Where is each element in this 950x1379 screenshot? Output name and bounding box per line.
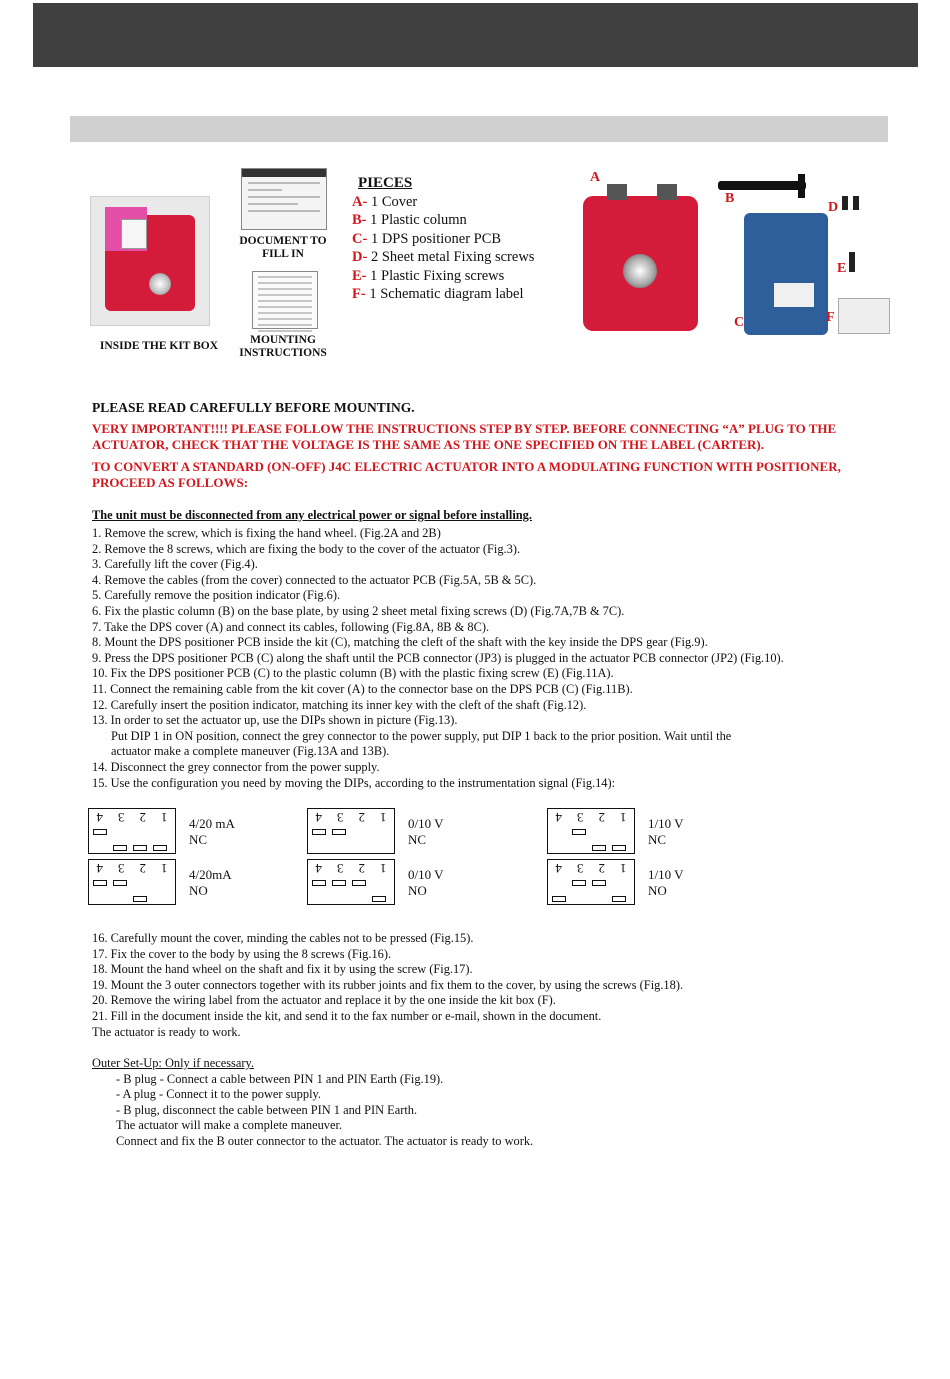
outer-setup-line: - B plug - Connect a cable between PIN 1 and PIN Earth (Fig.19). [116,1071,444,1086]
dip-contact: NC [408,832,427,847]
dip-switch [612,896,626,902]
piece-item: F- 1 Schematic diagram label [352,286,524,303]
instructions-caption-line2: INSTRUCTIONS [239,347,327,359]
outer-setup-line: - B plug, disconnect the cable between PIN 1 and PIN Earth. [116,1102,418,1117]
dip-number: 4 [96,810,103,825]
dip-switch [93,829,107,835]
dip-switch [332,829,346,835]
document-caption-line1: DOCUMENT TO [239,235,327,247]
dip-number: 4 [315,861,322,876]
part-f-label-image [838,298,890,334]
dip-switch-diagram [307,808,395,854]
part-label-f: F [826,310,835,325]
dip-switch [133,896,147,902]
dip-number: 2 [139,810,146,825]
dip-switch [572,880,586,886]
screw-d1-image [842,196,848,210]
dip-signal: 1/10 V [648,816,684,831]
step-item: 20. Remove the wiring label from the actuator and replace it by the one inside the kit box (F). [92,993,556,1008]
part-label-c: C [734,315,745,330]
part-b-column-image [718,181,806,190]
step-item: 11. Connect the remaining cable from the kit cover (A) to the connector base on the DPS PCB (C) (Fig.11B). [92,681,633,696]
section-bar [70,116,888,142]
dip-setting-label [189,816,235,848]
part-c-pcb-image [744,213,828,335]
pieces-list [352,193,534,303]
dip-signal: 4/20mA [189,867,232,882]
dip-contact: NO [408,883,427,898]
dip-contact: NC [189,832,208,847]
dip-switch [352,880,366,886]
kit-box-photo [90,196,210,326]
dip-switch [93,880,107,886]
screw-e-image [849,252,855,272]
steps-list-a [92,526,784,791]
step-item: 2. Remove the 8 screws, which are fixing the body to the cover of the actuator (Fig.3). [92,541,521,556]
step-item: Put DIP 1 in ON position, connect the grey connector to the power supply, put DIP 1 back to the prior position. Wait until the [111,728,732,743]
dip-number: 3 [118,810,125,825]
dip-signal: 0/10 V [408,816,444,831]
step-item: 13. In order to set the actuator up, use the DIPs shown in picture (Fig.13). [92,713,458,728]
header-bar [33,3,918,67]
part-a-cover-image [583,196,698,331]
piece-item: E- 1 Plastic Fixing screws [352,267,505,284]
dip-switch [312,829,326,835]
step-item: 21. Fill in the document inside the kit, and send it to the fax number or e-mail, shown in the document. [92,1008,602,1023]
part-label-a: A [590,170,601,185]
step-item: 4. Remove the cables (from the cover) connected to the actuator PCB (Fig.5A, 5B & 5C). [92,572,537,587]
white-card-image [121,219,147,249]
step-item: 1. Remove the screw, which is fixing the hand wheel. (Fig.2A and 2B) [92,526,441,540]
dip-switch [113,845,127,851]
dip-switch-diagram [88,808,176,854]
dip-switch [153,845,167,851]
step-item: 17. Fix the cover to the body by using the 8 screws (Fig.16). [92,946,392,961]
step-item: actuator make a complete maneuver (Fig.13A and 13B). [111,744,390,759]
dip-numbers [548,861,634,875]
document-caption-line2: FILL IN [262,248,304,260]
dip-number: 3 [118,861,125,876]
dip-number: 3 [337,810,344,825]
step-item: 10. Fix the DPS positioner PCB (C) to the plastic column (B) with the plastic fixing screw (E) (Fig.11A). [92,666,614,681]
step-item: 14. Disconnect the grey connector from the power supply. [92,759,380,774]
step-item: 19. Mount the 3 outer connectors together with its rubber joints and fix them to the cover, by using the screws (Fig.18). [92,977,684,992]
dip-number: 4 [555,861,562,876]
dip-numbers [308,861,394,875]
dip-signal: 4/20 mA [189,816,235,831]
part-label-e: E [837,261,847,276]
dip-number: 3 [577,810,584,825]
steps-list-b [92,931,683,1040]
dip-setting-label [648,816,684,848]
dip-number: 1 [380,810,387,825]
convert-notice: TO CONVERT A STANDARD (ON-OFF) J4C ELECTRIC ACTUATOR INTO A MODULATING FUNCTION WITH POSITIONER, PROCEED AS FOLLOWS: [92,459,841,490]
instructions-caption [228,334,338,360]
dip-number: 1 [161,861,168,876]
dip-number: 4 [315,810,322,825]
dip-switch [372,896,386,902]
dip-number: 2 [598,861,605,876]
step-item: 9. Press the DPS positioner PCB (C) along the shaft until the PCB connector (JP3) is plugged in the actuator PCB connector (JP2) (Fig.10). [92,650,784,665]
dip-number: 3 [337,861,344,876]
piece-item: B- 1 Plastic column [352,212,467,229]
instructions-caption-line1: MOUNTING [250,334,316,346]
indicator-knob-image [149,273,171,295]
dip-switch [552,896,566,902]
important-notice: VERY IMPORTANT!!!! PLEASE FOLLOW THE INSTRUCTIONS STEP BY STEP. BEFORE CONNECTING “A” PLUG TO THE ACTUATOR, CHECK THAT THE VOLTAGE IS THE SAME AS THE ONE SPECIFIED ON THE LABEL (CARTER). [92,421,837,452]
dip-setting-label [648,867,684,899]
document-to-fill-image [241,168,327,230]
document-caption [230,235,336,261]
kit-box-caption: INSIDE THE KIT BOX [99,340,219,352]
dip-contact: NO [648,883,667,898]
dip-number: 4 [96,861,103,876]
dip-number: 1 [380,861,387,876]
dip-numbers [548,810,634,824]
dip-switch [113,880,127,886]
outer-setup-line: - A plug - Connect it to the power supply. [116,1087,321,1102]
dip-numbers [89,861,175,875]
step-item: 3. Carefully lift the cover (Fig.4). [92,557,258,572]
step-item: 7. Take the DPS cover (A) and connect its cables, following (Fig.8A, 8B & 8C). [92,619,490,634]
dip-switch-diagram [307,859,395,905]
dip-signal: 1/10 V [648,867,684,882]
dip-number: 3 [577,861,584,876]
piece-item: A- 1 Cover [352,194,418,210]
step-item: 15. Use the configuration you need by moving the DIPs, according to the instrumentation signal (Fig.14): [92,775,616,790]
step-item: 5. Carefully remove the position indicator (Fig.6). [92,588,341,603]
dip-numbers [89,810,175,824]
step-item: 6. Fix the plastic column (B) on the base plate, by using 2 sheet metal fixing screws (D) (Fig.7A,7B & 7C). [92,603,625,618]
dip-switch [612,845,626,851]
dip-switch-diagram [547,859,635,905]
dip-switch-diagram [88,859,176,905]
outer-setup [92,1056,533,1150]
dip-switch-diagram [547,808,635,854]
outer-setup-title: Outer Set-Up: Only if necessary. [92,1056,254,1070]
step-item: 12. Carefully insert the position indicator, matching its inner key with the cleft of the shaft (Fig.12). [92,697,587,712]
step-item: 8. Mount the DPS positioner PCB inside the kit (C), matching the cleft of the shaft with the key inside the DPS gear (Fig.9). [92,635,708,650]
dip-switch [572,829,586,835]
outer-setup-line: Connect and fix the B outer connector to the actuator. The actuator is ready to work. [116,1133,534,1148]
dip-contact: NO [189,883,208,898]
part-label-d: D [828,200,839,215]
step-item: 16. Carefully mount the cover, minding the cables not to be pressed (Fig.15). [92,931,474,945]
dip-setting-label [408,816,444,848]
dip-signal: 0/10 V [408,867,444,882]
screw-d2-image [853,196,859,210]
dip-number: 2 [358,861,365,876]
dip-number: 4 [555,810,562,825]
part-label-b: B [725,191,735,206]
dip-switch [312,880,326,886]
dip-switch [133,845,147,851]
read-carefully-notice: PLEASE READ CAREFULLY BEFORE MOUNTING. [92,400,415,415]
dip-setting-label [189,867,232,899]
step-item: The actuator is ready to work. [92,1024,241,1039]
dip-switch [592,880,606,886]
piece-item: D- 2 Sheet metal Fixing screws [352,249,535,266]
dip-number: 2 [598,810,605,825]
dip-number: 2 [139,861,146,876]
dip-contact: NC [648,832,667,847]
pieces-title: PIECES [358,175,413,191]
dip-numbers [308,810,394,824]
dip-switch [592,845,606,851]
dip-setting-label [408,867,444,899]
dip-number: 1 [620,861,627,876]
disconnect-notice: The unit must be disconnected from any electrical power or signal before installing. [92,508,532,522]
dip-number: 1 [161,810,168,825]
mounting-instructions-image [252,271,318,329]
dip-switch [332,880,346,886]
dip-number: 2 [358,810,365,825]
step-item: 18. Mount the hand wheel on the shaft and fix it by using the screw (Fig.17). [92,962,473,977]
dip-number: 1 [620,810,627,825]
outer-setup-line: The actuator will make a complete maneuver. [116,1118,343,1133]
piece-item: C- 1 DPS positioner PCB [352,230,502,247]
